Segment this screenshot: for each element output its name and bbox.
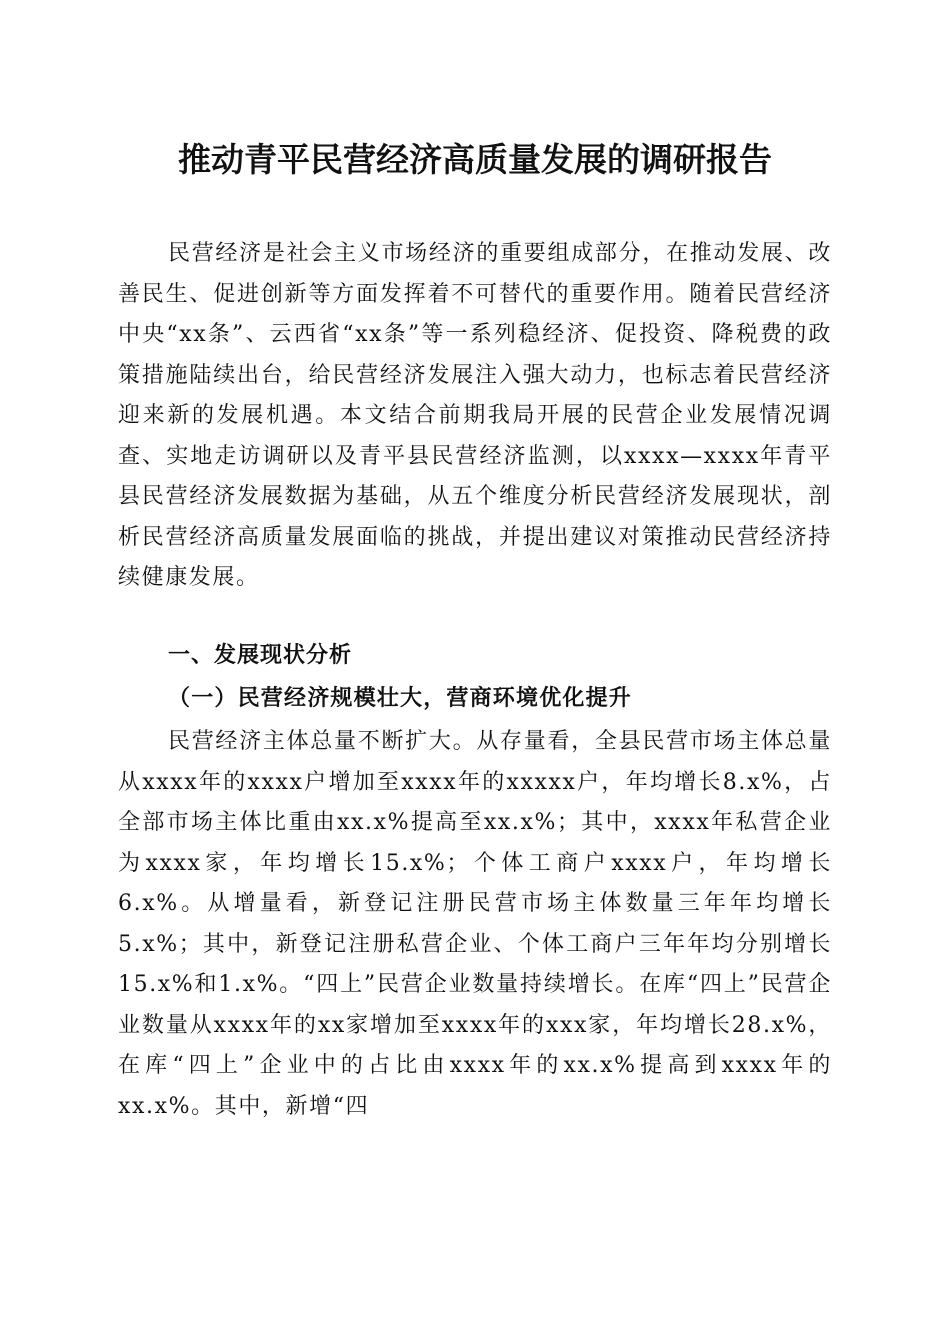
subsection-paragraph: 民营经济主体总量不断扩大。从存量看，全县民营市场主体总量从xxxx年的xxxx户增加至xxxx年的xxxxx户，年均增长8.x%，占全部市场主体比重由xx.x%提高至xx.x%；其中，xxxx年私营企业为xxxx家，年均增长15.x%；个体工商户xxxx户，年均增长6.x%。从增量看，新登记注册民营市场主体数量三年年均增长5.x%；其中，新登记注册私营企业、个体工商户三年年均分别增长15.x%和1.x%。“四上”民营企业数量持续增长。在库“四上”民营企业数量从xxxx年的xx家增加至xxxx年的xxx家，年均增长28.x%，在库“四上”企业中的占比由xxxx年的xx.x%提高到xxxx年的xx.x%。其中，新增“四 <box>118 729 832 1119</box>
document-title: 推动青平民营经济高质量发展的调研报告 <box>178 140 772 179</box>
intro-paragraph: 民营经济是社会主义市场经济的重要组成部分，在推动发展、改善民生、促进创新等方面发挥着不可替代的重要作用。随着民营经济中央“xx条”、云西省“xx条”等一系列稳经济、促投资、降税费的政策措施陆续出台，给民营经济发展注入强大动力，也标志着民营经济迎来新的发展机遇。本文结合前期我局开展的民营企业发展情况调查、实地走访调研以及青平县民营经济监测，以xxxx—xxxx年青平县民营经济发展数据为基础，从五个维度分析民营经济发展现状，剖析民营经济高质量发展面临的挑战，并提出建议对策推动民营经济持续健康发展。 <box>118 241 832 590</box>
section-heading: 一、发展现状分析 <box>168 643 353 668</box>
subsection-heading: （一）民营经济规模壮大，营商环境优化提升 <box>168 685 633 711</box>
